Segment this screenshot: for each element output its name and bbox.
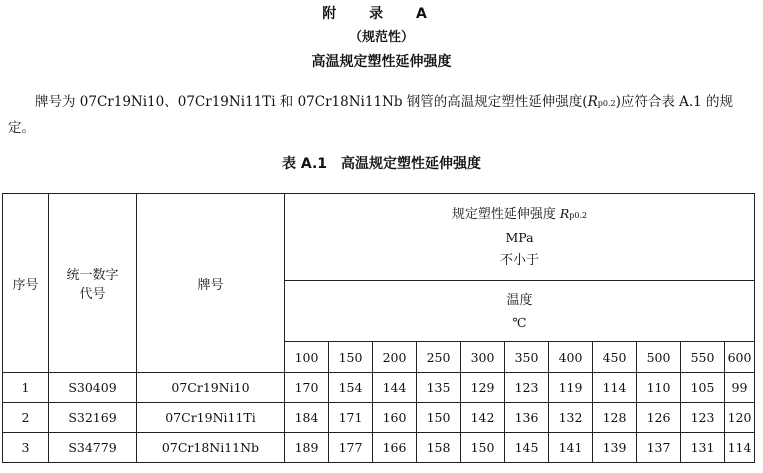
header-strength-unit: MPa bbox=[505, 229, 534, 245]
row-value: 123 bbox=[681, 403, 725, 433]
row-value: 154 bbox=[329, 373, 373, 403]
temp-400: 400 bbox=[549, 342, 593, 373]
header-strength-note: 不小于 bbox=[499, 252, 539, 268]
row-value: 170 bbox=[285, 373, 329, 403]
temp-300: 300 bbox=[461, 342, 505, 373]
temp-450: 450 bbox=[593, 342, 637, 373]
row-grade: 07Cr19Ni11Ti bbox=[137, 403, 285, 433]
row-value: 119 bbox=[549, 373, 593, 403]
row-value: 126 bbox=[637, 403, 681, 433]
row-value: 142 bbox=[461, 403, 505, 433]
row-value: 145 bbox=[505, 433, 549, 463]
row-value: 135 bbox=[417, 373, 461, 403]
temp-250: 250 bbox=[417, 342, 461, 373]
row-value: 128 bbox=[593, 403, 637, 433]
header-temperature bbox=[285, 281, 755, 342]
row-grade: 07Cr19Ni10 bbox=[137, 373, 285, 403]
row-seq: 2 bbox=[3, 403, 49, 433]
row-value: 99 bbox=[725, 373, 755, 403]
row-value: 132 bbox=[549, 403, 593, 433]
row-value: 166 bbox=[373, 433, 417, 463]
normative-label: （规范性） bbox=[348, 30, 414, 45]
strength-table bbox=[2, 193, 755, 463]
row-seq: 1 bbox=[3, 373, 49, 403]
row-value: 189 bbox=[285, 433, 329, 463]
row-value: 150 bbox=[461, 433, 505, 463]
header-temperature-label: 温度 bbox=[506, 292, 533, 308]
row-value: 114 bbox=[725, 433, 755, 463]
header-code bbox=[49, 194, 137, 373]
table-row bbox=[3, 403, 755, 433]
paragraph-symbol: R bbox=[587, 94, 598, 110]
temp-600: 600 bbox=[725, 342, 755, 373]
temp-100: 100 bbox=[285, 342, 329, 373]
row-value: 131 bbox=[681, 433, 725, 463]
temp-150: 150 bbox=[329, 342, 373, 373]
header-strength-symbol: R bbox=[559, 205, 570, 221]
row-value: 139 bbox=[593, 433, 637, 463]
row-value: 136 bbox=[505, 403, 549, 433]
header-code-line1: 统一数字 bbox=[66, 268, 119, 283]
header-strength-label: 规定塑性延伸强度 bbox=[451, 206, 556, 222]
row-value: 114 bbox=[593, 373, 637, 403]
header-code-line2: 代号 bbox=[79, 287, 106, 302]
row-value: 141 bbox=[549, 433, 593, 463]
appendix-heading: 附 录 A bbox=[322, 6, 441, 22]
header-strength bbox=[285, 194, 755, 281]
row-value: 137 bbox=[637, 433, 681, 463]
paragraph-text-2: )应符合表 A.1 的规定。 bbox=[8, 94, 734, 136]
row-value: 150 bbox=[417, 403, 461, 433]
paragraph-text-1: 牌号为 07Cr19Ni10、07Cr19Ni11Ti 和 07Cr18Ni11Nb 钢管的高温规定塑性延伸强度( bbox=[35, 94, 588, 110]
row-value: 144 bbox=[373, 373, 417, 403]
paragraph-subscript: p0.2 bbox=[597, 99, 616, 108]
row-value: 120 bbox=[725, 403, 755, 433]
temp-200: 200 bbox=[373, 342, 417, 373]
row-seq: 3 bbox=[3, 433, 49, 463]
row-value: 177 bbox=[329, 433, 373, 463]
row-code: S30409 bbox=[49, 373, 137, 403]
table-row bbox=[3, 433, 755, 463]
temp-550: 550 bbox=[681, 342, 725, 373]
row-value: 110 bbox=[637, 373, 681, 403]
temp-350: 350 bbox=[505, 342, 549, 373]
row-value: 105 bbox=[681, 373, 725, 403]
row-value: 184 bbox=[285, 403, 329, 433]
body-paragraph bbox=[8, 90, 756, 141]
table-row bbox=[3, 373, 755, 403]
header-grade: 牌号 bbox=[137, 194, 285, 373]
header-temperature-unit: ℃ bbox=[512, 314, 527, 330]
appendix-title: 高温规定塑性延伸强度 bbox=[311, 54, 452, 70]
temp-500: 500 bbox=[637, 342, 681, 373]
header-seq: 序号 bbox=[3, 194, 49, 373]
row-value: 160 bbox=[373, 403, 417, 433]
row-value: 129 bbox=[461, 373, 505, 403]
row-value: 123 bbox=[505, 373, 549, 403]
table-caption: 表 A.1 高温规定塑性延伸强度 bbox=[281, 156, 482, 172]
row-value: 171 bbox=[329, 403, 373, 433]
row-grade: 07Cr18Ni11Nb bbox=[137, 433, 285, 463]
row-code: S32169 bbox=[49, 403, 137, 433]
header-strength-subscript: p0.2 bbox=[569, 210, 588, 220]
row-value: 158 bbox=[417, 433, 461, 463]
row-code: S34779 bbox=[49, 433, 137, 463]
